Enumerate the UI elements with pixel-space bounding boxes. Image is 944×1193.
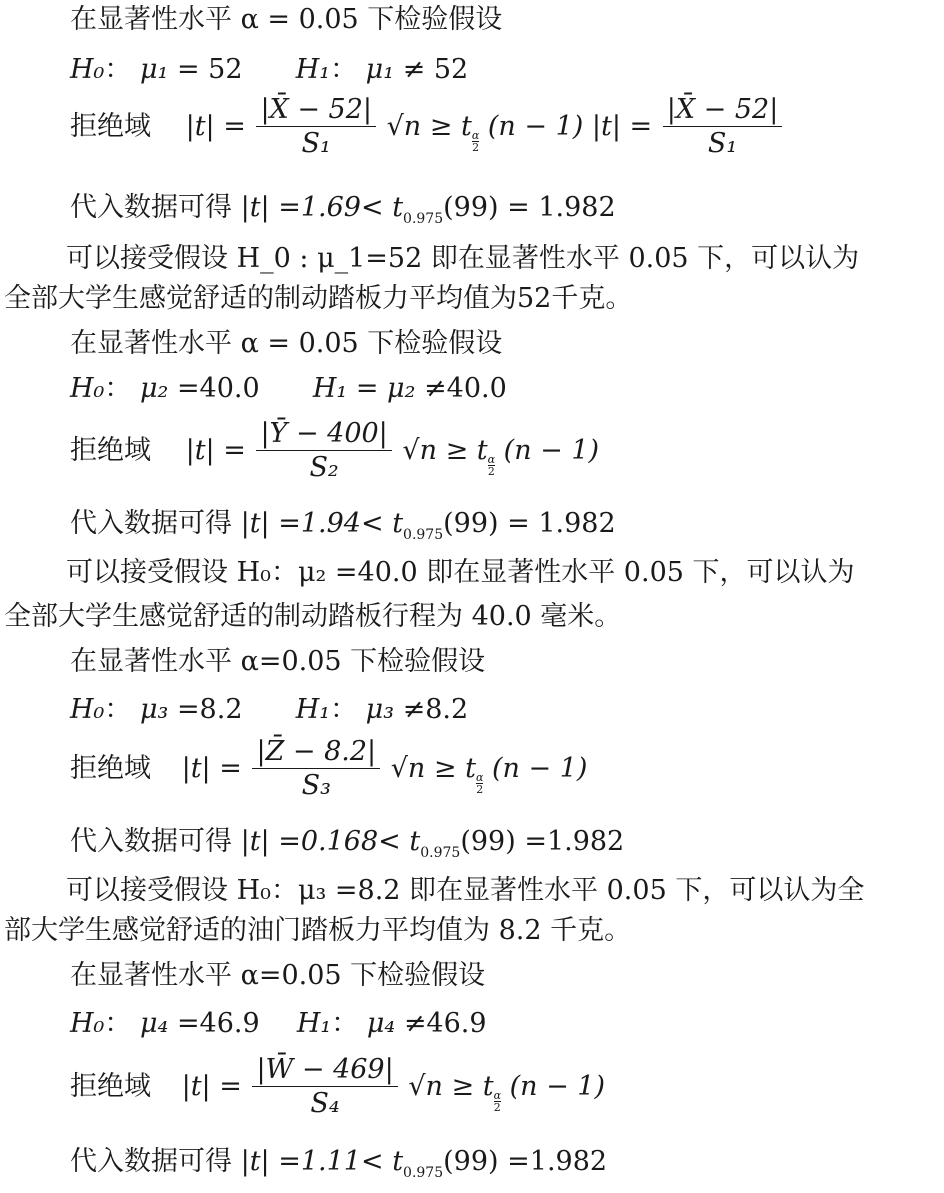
block2-conclusion-cont: 全部大学生感觉舒适的制动踏板行程为 40.0 毫米。 xyxy=(4,601,622,632)
block1-title: 在显著性水平 α = 0.05 下检验假设 xyxy=(70,4,503,35)
block2-hypotheses: H₀： μ₂ =40.0 H₁ = μ₂ ≠40.0 xyxy=(70,373,507,404)
block4-fraction: $\frac{|W̄ - 469|}{\text{S₄}}$ xyxy=(252,1054,397,1121)
block1-fraction-extra: $\frac{|X̄ - 52|}{\text{S₁}}$ xyxy=(663,94,783,161)
block2-fraction: $\frac{|Ȳ - 400|}{\text{S₂}}$ xyxy=(256,418,391,485)
block4-hypotheses: H₀： μ₄ =46.9 H₁： μ₄ ≠46.9 xyxy=(70,1008,487,1039)
block1-conclusion: 可以接受假设 H_0 : μ_1=52 即在显著性水平 0.05 下，可以认为 xyxy=(66,243,860,274)
block2-rejection-region: 拒绝域 |t| = $\frac{|Ȳ - 400|}{\text{S₂}}$ √n ≥ t $\frac{\alpha}{2}$ (n − 1) xyxy=(70,418,600,483)
block4-title: 在显著性水平 α=0.05 下检验假设 xyxy=(70,960,486,991)
block3-hypotheses: H₀： μ₃ =8.2 H₁： μ₃ ≠8.2 xyxy=(70,694,469,725)
block2-title: 在显著性水平 α = 0.05 下检验假设 xyxy=(70,328,503,359)
block4-computation: 代入数据可得 $|t| =1.11< t_{0.975}(99) =1.982$ xyxy=(70,1146,608,1181)
block4-rejection-region: 拒绝域 |t| = $\frac{|W̄ - 469|}{\text{S₄}}$ √n ≥ t $\frac{\alpha}{2}$ (n − 1) xyxy=(70,1054,606,1119)
block3-rejection-region: 拒绝域 |t| = $\frac{|Z̄ - 8.2|}{\text{S₃}}$ √n ≥ t $\frac{\alpha}{2}$ (n − 1) xyxy=(70,736,588,801)
block3-conclusion: 可以接受假设 H₀：μ₃ =8.2 即在显著性水平 0.05 下，可以认为全 xyxy=(66,875,865,906)
block3-fraction: $\frac{|Z̄ - 8.2|}{\text{S₃}}$ xyxy=(252,736,380,803)
block1-fraction: $\frac{|X̄ - 52|}{\text{S₁}}$ xyxy=(256,94,376,161)
block1-conclusion-cont: 全部大学生感觉舒适的制动踏板力平均值为52千克。 xyxy=(4,283,633,314)
block3-title: 在显著性水平 α=0.05 下检验假设 xyxy=(70,646,486,677)
block2-computation: 代入数据可得 $|t| =1.94< t_{0.975}(99) = 1.982$ xyxy=(70,508,616,543)
block1-rejection-region: 拒绝域 |t| = $\frac{|X̄ - 52|}{\text{S₁}}$ √n ≥ t $\frac{\alpha}{2}$ (n − 1) |t| = $\frac{|X̄ - 52|}{\text{S₁}}$ xyxy=(0,94,944,161)
block3-computation: 代入数据可得 $|t| =0.168< t_{0.975}(99) =1.982$ xyxy=(70,826,625,861)
block2-conclusion: 可以接受假设 H₀：μ₂ =40.0 即在显著性水平 0.05 下，可以认为 xyxy=(66,557,855,588)
block1-computation: 代入数据可得 $|t| =1.69< t_{0.975}(99) = 1.982$ xyxy=(70,192,616,227)
block3-conclusion-cont: 部大学生感觉舒适的油门踏板力平均值为 8.2 千克。 xyxy=(4,915,632,946)
block1-hypotheses: H₀： μ₁ = 52 H₁： μ₁ ≠ 52 xyxy=(70,54,469,85)
